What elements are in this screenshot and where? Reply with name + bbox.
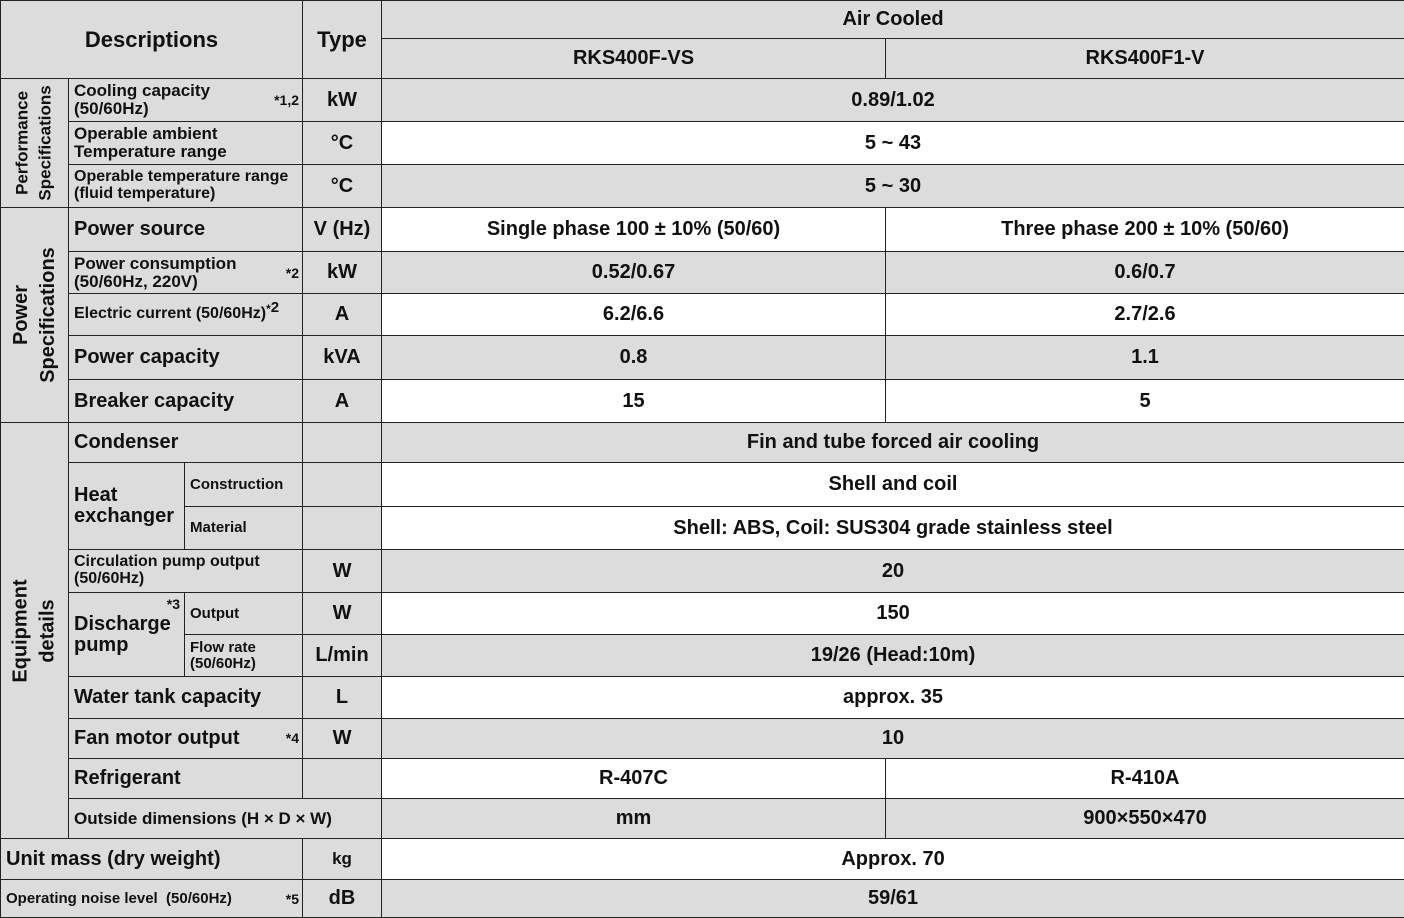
- unit-mass-unit: kg: [303, 839, 382, 880]
- electric-current-value-1: 6.2/6.6: [382, 294, 886, 336]
- water-tank-label: Water tank capacity: [69, 677, 303, 719]
- power-consumption-note: *2: [285, 265, 300, 281]
- discharge-pump-flow-value: 19/26 (Head:10m): [382, 635, 1404, 677]
- power-source-label: Power source: [69, 208, 303, 252]
- discharge-pump-flow-unit: L/min: [303, 635, 382, 677]
- noise-level-note: *5: [285, 891, 300, 907]
- cooling-capacity-value: 0.89/1.02: [382, 79, 1404, 122]
- fluid-temp-value: 5 ~ 30: [382, 165, 1404, 208]
- outside-dimensions-label: Outside dimensions (H × D × W): [69, 799, 382, 839]
- circulation-pump-unit: W: [303, 550, 382, 593]
- water-tank-unit: L: [303, 677, 382, 719]
- heat-exchanger-construction-unit: [303, 463, 382, 507]
- type-header: Type: [303, 1, 382, 79]
- outside-dimensions-unit: mm: [382, 799, 886, 839]
- ambient-temp-label: Operable ambient Temperature range: [69, 122, 303, 165]
- condenser-unit: [303, 423, 382, 463]
- heat-exchanger-material-value: Shell: ABS, Coil: SUS304 grade stainless steel: [382, 507, 1404, 550]
- model-2-header: RKS400F1-V: [886, 39, 1404, 79]
- outside-dimensions-value: 900×550×470: [886, 799, 1404, 839]
- noise-level-unit: dB: [303, 880, 382, 918]
- cooling-capacity-unit: kW: [303, 79, 382, 122]
- noise-level-label: Operating noise level (50/60Hz) *5: [1, 880, 303, 918]
- refrigerant-unit: [303, 759, 382, 799]
- equipment-group-label: Equipment details: [1, 423, 69, 839]
- descriptions-header: Descriptions: [1, 1, 303, 79]
- noise-level-value: 59/61: [382, 880, 1404, 918]
- air-cooled-header: Air Cooled: [382, 1, 1404, 39]
- power-consumption-value-2: 0.6/0.7: [886, 252, 1404, 294]
- heat-exchanger-label: Heat exchanger: [69, 463, 185, 550]
- breaker-capacity-unit: A: [303, 380, 382, 423]
- power-source-value-1: Single phase 100 ± 10% (50/60): [382, 208, 886, 252]
- power-source-unit: V (Hz): [303, 208, 382, 252]
- condenser-value: Fin and tube forced air cooling: [382, 423, 1404, 463]
- electric-current-value-2: 2.7/2.6: [886, 294, 1404, 336]
- breaker-capacity-label: Breaker capacity: [69, 380, 303, 423]
- power-source-value-2: Three phase 200 ± 10% (50/60): [886, 208, 1404, 252]
- power-capacity-value-1: 0.8: [382, 336, 886, 380]
- refrigerant-label: Refrigerant: [69, 759, 303, 799]
- discharge-pump-output-value: 150: [382, 593, 1404, 635]
- heat-exchanger-material-label: Material: [185, 507, 303, 550]
- condenser-label: Condenser: [69, 423, 303, 463]
- circulation-pump-value: 20: [382, 550, 1404, 593]
- ambient-temp-value: 5 ~ 43: [382, 122, 1404, 165]
- cooling-capacity-note: *1,2: [274, 92, 300, 108]
- refrigerant-value-2: R-410A: [886, 759, 1404, 799]
- ambient-temp-unit: °C: [303, 122, 382, 165]
- performance-group-label: Performance Specifications: [1, 79, 69, 208]
- fan-motor-label: Fan motor output *4: [69, 719, 303, 759]
- model-1-header: RKS400F-VS: [382, 39, 886, 79]
- power-consumption-value-1: 0.52/0.67: [382, 252, 886, 294]
- electric-current-label: Electric current (50/60Hz)*2: [69, 294, 303, 336]
- power-consumption-unit: kW: [303, 252, 382, 294]
- heat-exchanger-construction-value: Shell and coil: [382, 463, 1404, 507]
- discharge-pump-note: *3: [166, 596, 180, 612]
- power-consumption-label: Power consumption (50/60Hz, 220V) *2: [69, 252, 303, 294]
- discharge-pump-label: *3 Discharge pump: [69, 593, 185, 677]
- electric-current-unit: A: [303, 294, 382, 336]
- power-group-label: Power Specifications: [1, 208, 69, 423]
- heat-exchanger-material-unit: [303, 507, 382, 550]
- power-capacity-value-2: 1.1: [886, 336, 1404, 380]
- circulation-pump-label: Circulation pump output (50/60Hz): [69, 550, 303, 593]
- fan-motor-value: 10: [382, 719, 1404, 759]
- water-tank-value: approx. 35: [382, 677, 1404, 719]
- power-capacity-label: Power capacity: [69, 336, 303, 380]
- breaker-capacity-value-1: 15: [382, 380, 886, 423]
- breaker-capacity-value-2: 5: [886, 380, 1404, 423]
- refrigerant-value-1: R-407C: [382, 759, 886, 799]
- fluid-temp-unit: °C: [303, 165, 382, 208]
- cooling-capacity-label: Cooling capacity (50/60Hz) *1,2: [69, 79, 303, 122]
- discharge-pump-flow-label: Flow rate (50/60Hz): [185, 635, 303, 677]
- discharge-pump-output-label: Output: [185, 593, 303, 635]
- discharge-pump-output-unit: W: [303, 593, 382, 635]
- unit-mass-value: Approx. 70: [382, 839, 1404, 880]
- fan-motor-unit: W: [303, 719, 382, 759]
- unit-mass-label: Unit mass (dry weight): [1, 839, 303, 880]
- heat-exchanger-construction-label: Construction: [185, 463, 303, 507]
- fluid-temp-label: Operable temperature range (fluid temperature): [69, 165, 303, 208]
- fan-motor-note: *4: [285, 730, 300, 746]
- power-capacity-unit: kVA: [303, 336, 382, 380]
